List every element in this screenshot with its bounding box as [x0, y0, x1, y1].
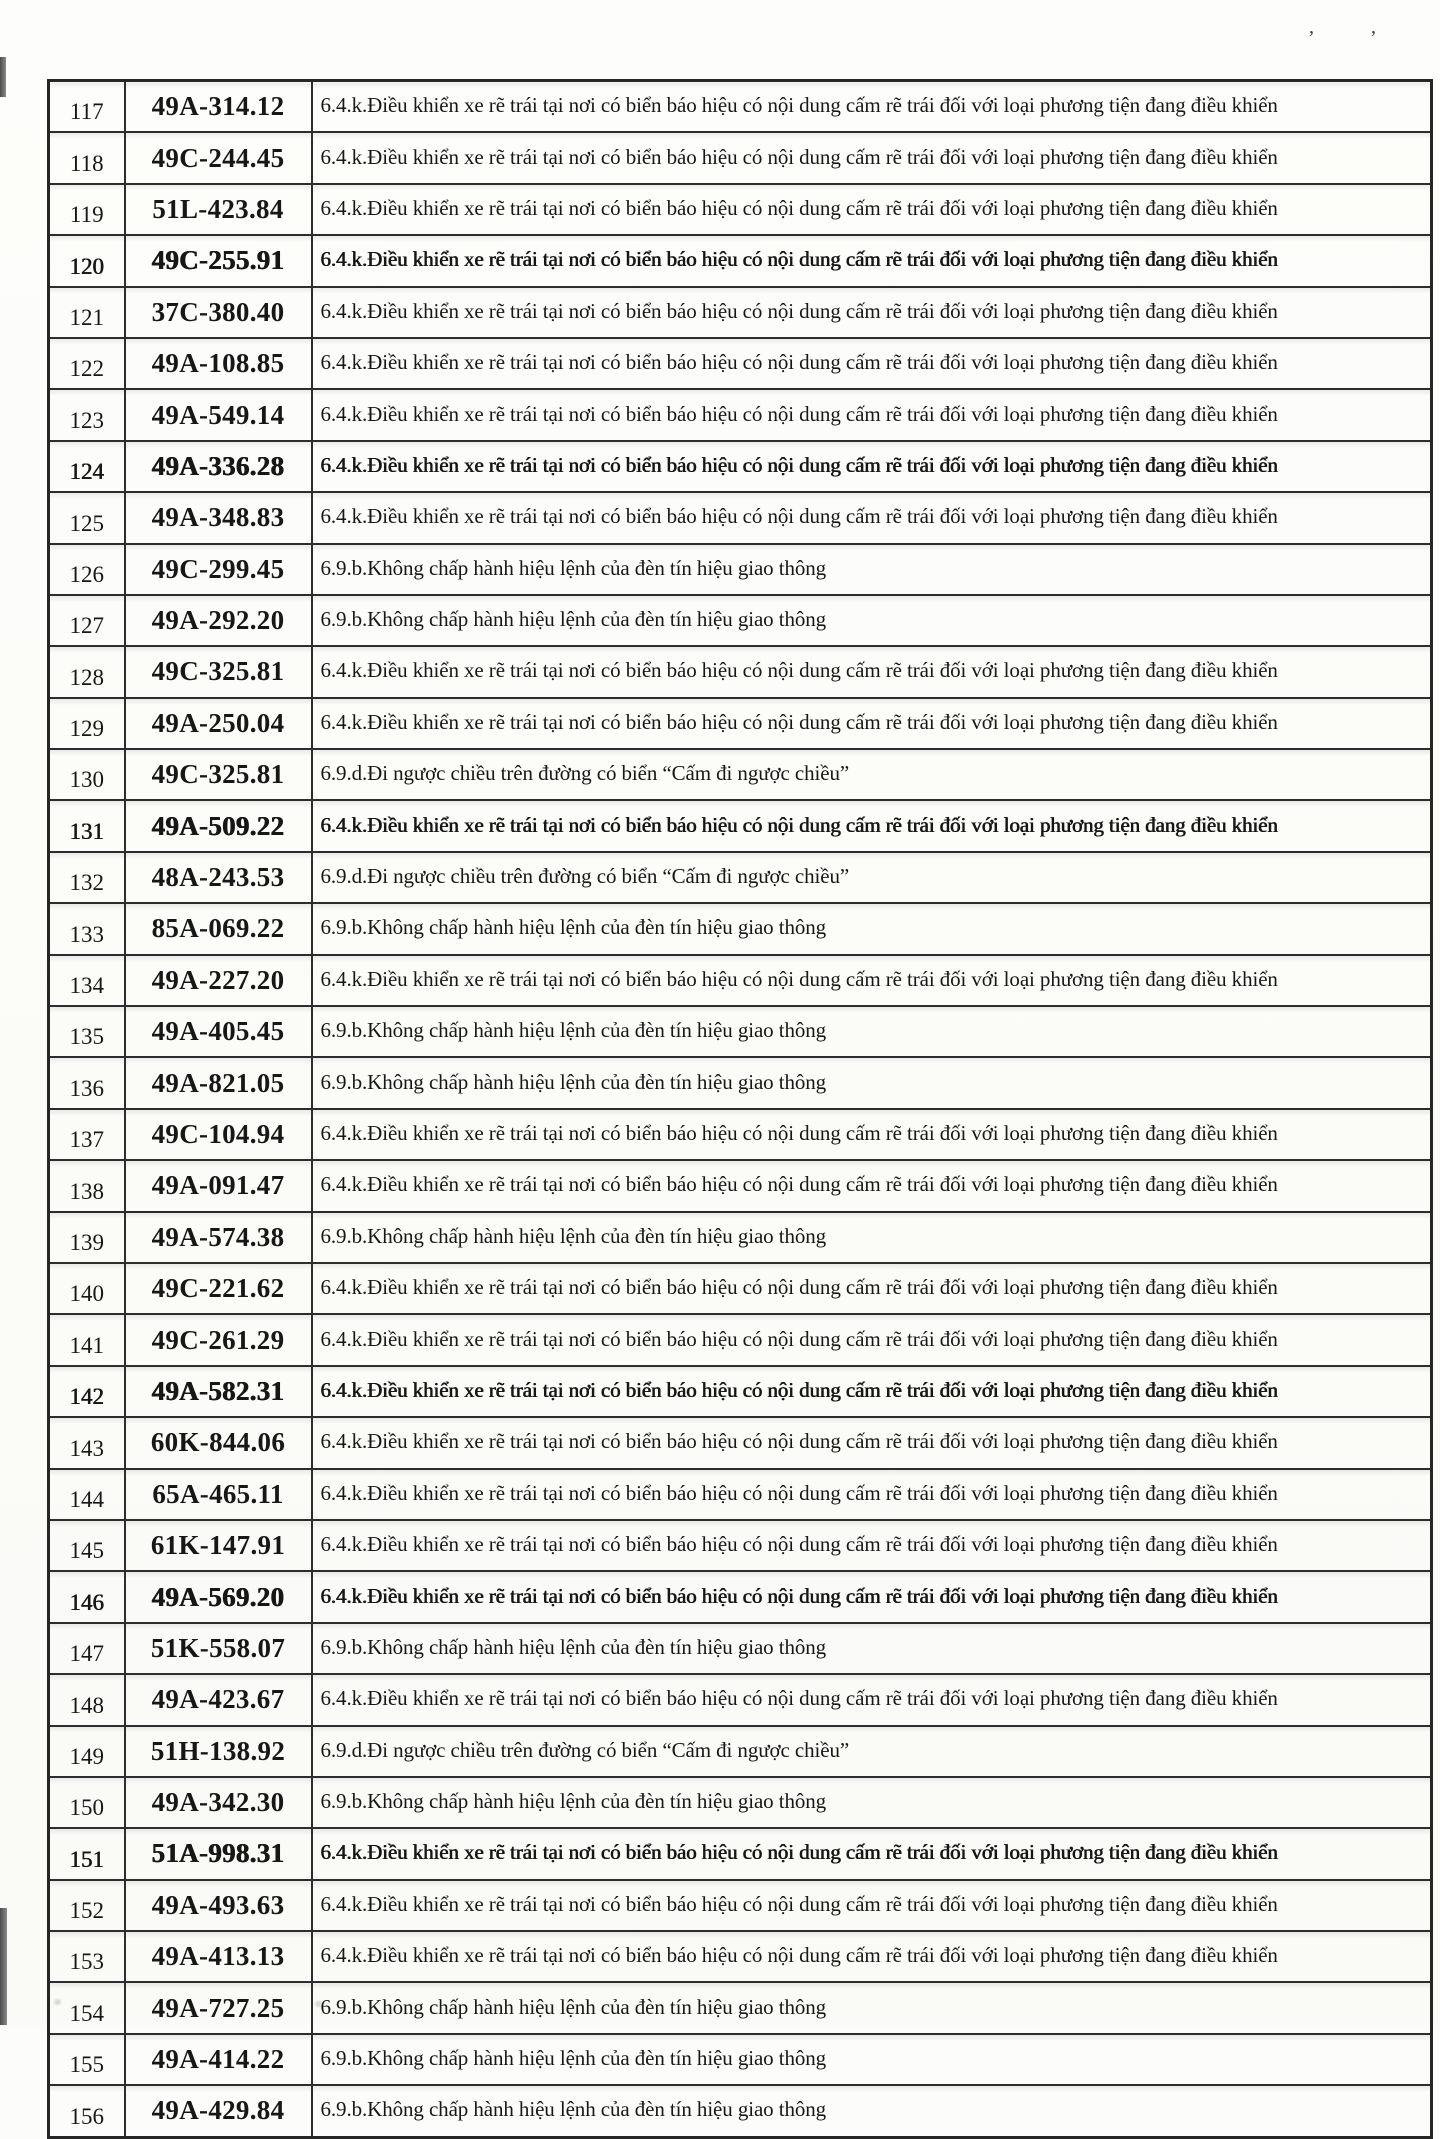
table-row — [49, 1623, 1432, 1674]
row-number-cell: 131 — [49, 800, 125, 851]
license-plate-cell: 60K-844.06 — [125, 1417, 312, 1468]
license-plate-cell: 51L-423.84 — [125, 184, 312, 235]
row-number-cell: 142 — [49, 1366, 125, 1417]
table-row — [49, 492, 1432, 543]
row-number-cell: 136 — [49, 1057, 125, 1108]
table-row — [49, 1469, 1432, 1520]
row-number-cell: 118 — [49, 132, 125, 183]
table-row — [49, 81, 1432, 133]
license-plate-cell: 49A-250.04 — [125, 698, 312, 749]
violation-text-cell: 6.4.k.Điều khiển xe rẽ trái tại nơi có biển báo hiệu có nội dung cấm rẽ trái đối với loại phương tiện đang điều khiển — [312, 1263, 1432, 1314]
row-number-cell: 128 — [49, 646, 125, 697]
table-row — [49, 441, 1432, 492]
table-row — [49, 1006, 1432, 1057]
table-row — [49, 1160, 1432, 1211]
row-number-cell: 127 — [49, 595, 125, 646]
license-plate-cell: 49C-255.91 — [125, 235, 312, 286]
row-number-cell: 134 — [49, 955, 125, 1006]
license-plate-cell: 51H-138.92 — [125, 1726, 312, 1777]
violation-text-cell: 6.4.k.Điều khiển xe rẽ trái tại nơi có biển báo hiệu có nội dung cấm rẽ trái đối với loại phương tiện đang điều khiển — [312, 184, 1432, 235]
row-number-cell: 125 — [49, 492, 125, 543]
row-number-cell: 121 — [49, 287, 125, 338]
table-row — [49, 2034, 1432, 2085]
table-row — [49, 749, 1432, 800]
table-row — [49, 1263, 1432, 1314]
table-row — [49, 235, 1432, 286]
license-plate-cell: 49A-405.45 — [125, 1006, 312, 1057]
violation-text-cell: 6.4.k.Điều khiển xe rẽ trái tại nơi có biển báo hiệu có nội dung cấm rẽ trái đối với loại phương tiện đang điều khiển — [312, 1366, 1432, 1417]
violation-text-cell: 6.4.k.Điều khiển xe rẽ trái tại nơi có biển báo hiệu có nội dung cấm rẽ trái đối với loại phương tiện đang điều khiển — [312, 1314, 1432, 1365]
table-row — [49, 1828, 1432, 1879]
violation-text-cell: 6.9.b.Không chấp hành hiệu lệnh của đèn tín hiệu giao thông — [312, 2085, 1432, 2137]
row-number-cell: 146 — [49, 1571, 125, 1622]
license-plate-cell: 49A-429.84 — [125, 2085, 312, 2137]
violation-text-cell: 6.4.k.Điều khiển xe rẽ trái tại nơi có biển báo hiệu có nội dung cấm rẽ trái đối với loại phương tiện đang điều khiển — [312, 1160, 1432, 1211]
table-row — [49, 1777, 1432, 1828]
table-row — [49, 2085, 1432, 2137]
license-plate-cell: 49C-221.62 — [125, 1263, 312, 1314]
violation-text-cell: 6.9.b.Không chấp hành hiệu lệnh của đèn tín hiệu giao thông — [312, 595, 1432, 646]
table-row — [49, 1931, 1432, 1982]
table-row — [49, 1212, 1432, 1263]
row-number-cell: 154 — [49, 1982, 125, 2033]
license-plate-cell: 49A-582.31 — [125, 1366, 312, 1417]
violation-text-cell: 6.4.k.Điều khiển xe rẽ trái tại nơi có biển báo hiệu có nội dung cấm rẽ trái đối với loại phương tiện đang điều khiển — [312, 646, 1432, 697]
table-row — [49, 1417, 1432, 1468]
violation-text-cell: 6.4.k.Điều khiển xe rẽ trái tại nơi có biển báo hiệu có nội dung cấm rẽ trái đối với loại phương tiện đang điều khiển — [312, 800, 1432, 851]
table-row — [49, 1726, 1432, 1777]
row-number-cell: 117 — [49, 81, 125, 133]
license-plate-cell: 49A-108.85 — [125, 338, 312, 389]
row-number-cell: 126 — [49, 544, 125, 595]
row-number-cell: 123 — [49, 389, 125, 440]
license-plate-cell: 51K-558.07 — [125, 1623, 312, 1674]
license-plate-cell: 65A-465.11 — [125, 1469, 312, 1520]
violation-text-cell: 6.4.k.Điều khiển xe rẽ trái tại nơi có biển báo hiệu có nội dung cấm rẽ trái đối với loại phương tiện đang điều khiển — [312, 1931, 1432, 1982]
violation-text-cell: 6.4.k.Điều khiển xe rẽ trái tại nơi có biển báo hiệu có nội dung cấm rẽ trái đối với loại phương tiện đang điều khiển — [312, 1880, 1432, 1931]
scan-edge-artifact-bottom — [0, 1908, 7, 2025]
table-row — [49, 389, 1432, 440]
table-row — [49, 646, 1432, 697]
table-row — [49, 132, 1432, 183]
license-plate-cell: 49A-423.67 — [125, 1674, 312, 1725]
row-number-cell: 135 — [49, 1006, 125, 1057]
license-plate-cell: 49A-727.25 — [125, 1982, 312, 2033]
violation-text-cell: 6.9.b.Không chấp hành hiệu lệnh của đèn tín hiệu giao thông — [312, 1982, 1432, 2033]
violation-text-cell: 6.9.b.Không chấp hành hiệu lệnh của đèn tín hiệu giao thông — [312, 1057, 1432, 1108]
violation-text-cell: 6.9.b.Không chấp hành hiệu lệnh của đèn tín hiệu giao thông — [312, 2034, 1432, 2085]
violation-text-cell: 6.4.k.Điều khiển xe rẽ trái tại nơi có biển báo hiệu có nội dung cấm rẽ trái đối với loại phương tiện đang điều khiển — [312, 1674, 1432, 1725]
violation-text-cell: 6.4.k.Điều khiển xe rẽ trái tại nơi có biển báo hiệu có nội dung cấm rẽ trái đối với loại phương tiện đang điều khiển — [312, 441, 1432, 492]
row-number-cell: 150 — [49, 1777, 125, 1828]
license-plate-cell: 49A-574.38 — [125, 1212, 312, 1263]
row-number-cell: 147 — [49, 1623, 125, 1674]
violation-text-cell: 6.9.b.Không chấp hành hiệu lệnh của đèn tín hiệu giao thông — [312, 903, 1432, 954]
license-plate-cell: 49A-091.47 — [125, 1160, 312, 1211]
violation-table — [47, 79, 1433, 2139]
license-plate-cell: 37C-380.40 — [125, 287, 312, 338]
row-number-cell: 132 — [49, 852, 125, 903]
violation-text-cell: 6.4.k.Điều khiển xe rẽ trái tại nơi có biển báo hiệu có nội dung cấm rẽ trái đối với loại phương tiện đang điều khiển — [312, 1520, 1432, 1571]
row-number-cell: 141 — [49, 1314, 125, 1365]
license-plate-cell: 51A-998.31 — [125, 1828, 312, 1879]
violation-text-cell: 6.4.k.Điều khiển xe rẽ trái tại nơi có biển báo hiệu có nội dung cấm rẽ trái đối với loại phương tiện đang điều khiển — [312, 698, 1432, 749]
violation-text-cell: 6.4.k.Điều khiển xe rẽ trái tại nơi có biển báo hiệu có nội dung cấm rẽ trái đối với loại phương tiện đang điều khiển — [312, 492, 1432, 543]
license-plate-cell: 49A-413.13 — [125, 1931, 312, 1982]
table-row — [49, 338, 1432, 389]
violation-text-cell: 6.4.k.Điều khiển xe rẽ trái tại nơi có biển báo hiệu có nội dung cấm rẽ trái đối với loại phương tiện đang điều khiển — [312, 132, 1432, 183]
violation-text-cell: 6.4.k.Điều khiển xe rẽ trái tại nơi có biển báo hiệu có nội dung cấm rẽ trái đối với loại phương tiện đang điều khiển — [312, 1417, 1432, 1468]
table-row — [49, 287, 1432, 338]
table-row — [49, 1057, 1432, 1108]
license-plate-cell: 49A-342.30 — [125, 1777, 312, 1828]
scan-speck-mark: ’ — [1308, 28, 1315, 48]
row-number-cell: 156 — [49, 2085, 125, 2137]
table-row — [49, 1674, 1432, 1725]
row-number-cell: 148 — [49, 1674, 125, 1725]
row-number-cell: 153 — [49, 1931, 125, 1982]
table-body — [49, 81, 1432, 2138]
table-row — [49, 903, 1432, 954]
row-number-cell: 133 — [49, 903, 125, 954]
row-number-cell: 124 — [49, 441, 125, 492]
violation-text-cell: 6.9.b.Không chấp hành hiệu lệnh của đèn tín hiệu giao thông — [312, 1777, 1432, 1828]
table-row — [49, 1366, 1432, 1417]
row-number-cell: 129 — [49, 698, 125, 749]
violation-text-cell: 6.9.d.Đi ngược chiều trên đường có biển “Cấm đi ngược chiều” — [312, 1726, 1432, 1777]
license-plate-cell: 49A-414.22 — [125, 2034, 312, 2085]
row-number-cell: 144 — [49, 1469, 125, 1520]
license-plate-cell: 49A-227.20 — [125, 955, 312, 1006]
license-plate-cell: 49A-348.83 — [125, 492, 312, 543]
violation-text-cell: 6.4.k.Điều khiển xe rẽ trái tại nơi có biển báo hiệu có nội dung cấm rẽ trái đối với loại phương tiện đang điều khiển — [312, 338, 1432, 389]
violation-text-cell: 6.9.d.Đi ngược chiều trên đường có biển “Cấm đi ngược chiều” — [312, 852, 1432, 903]
table-row — [49, 1880, 1432, 1931]
row-number-cell: 143 — [49, 1417, 125, 1468]
row-number-cell: 151 — [49, 1828, 125, 1879]
violation-text-cell: 6.9.b.Không chấp hành hiệu lệnh của đèn tín hiệu giao thông — [312, 544, 1432, 595]
license-plate-cell: 48A-243.53 — [125, 852, 312, 903]
license-plate-cell: 49A-821.05 — [125, 1057, 312, 1108]
license-plate-cell: 49C-261.29 — [125, 1314, 312, 1365]
violation-text-cell: 6.9.b.Không chấp hành hiệu lệnh của đèn tín hiệu giao thông — [312, 1006, 1432, 1057]
violation-text-cell: 6.9.d.Đi ngược chiều trên đường có biển “Cấm đi ngược chiều” — [312, 749, 1432, 800]
table-row — [49, 1520, 1432, 1571]
table-row — [49, 698, 1432, 749]
table-row — [49, 800, 1432, 851]
license-plate-cell: 49A-314.12 — [125, 81, 312, 133]
table-row — [49, 595, 1432, 646]
violation-text-cell: 6.4.k.Điều khiển xe rẽ trái tại nơi có biển báo hiệu có nội dung cấm rẽ trái đối với loại phương tiện đang điều khiển — [312, 955, 1432, 1006]
license-plate-cell: 61K-147.91 — [125, 1520, 312, 1571]
table-row — [49, 1982, 1432, 2033]
license-plate-cell: 49C-104.94 — [125, 1109, 312, 1160]
license-plate-cell: 49C-299.45 — [125, 544, 312, 595]
license-plate-cell: 49A-509.22 — [125, 800, 312, 851]
row-number-cell: 152 — [49, 1880, 125, 1931]
table-row — [49, 1314, 1432, 1365]
license-plate-cell: 85A-069.22 — [125, 903, 312, 954]
scan-speck-mark: ’ — [1370, 28, 1377, 48]
license-plate-cell: 49A-493.63 — [125, 1880, 312, 1931]
row-number-cell: 145 — [49, 1520, 125, 1571]
violation-text-cell: 6.4.k.Điều khiển xe rẽ trái tại nơi có biển báo hiệu có nội dung cấm rẽ trái đối với loại phương tiện đang điều khiển — [312, 287, 1432, 338]
violation-text-cell: 6.4.k.Điều khiển xe rẽ trái tại nơi có biển báo hiệu có nội dung cấm rẽ trái đối với loại phương tiện đang điều khiển — [312, 1828, 1432, 1879]
row-number-cell: 137 — [49, 1109, 125, 1160]
violation-text-cell: 6.9.b.Không chấp hành hiệu lệnh của đèn tín hiệu giao thông — [312, 1623, 1432, 1674]
table-row — [49, 1571, 1432, 1622]
row-number-cell: 139 — [49, 1212, 125, 1263]
row-number-cell: 155 — [49, 2034, 125, 2085]
row-number-cell: 140 — [49, 1263, 125, 1314]
license-plate-cell: 49C-325.81 — [125, 749, 312, 800]
row-number-cell: 120 — [49, 235, 125, 286]
table-row — [49, 544, 1432, 595]
table-row — [49, 955, 1432, 1006]
row-number-cell: 138 — [49, 1160, 125, 1211]
violation-text-cell: 6.4.k.Điều khiển xe rẽ trái tại nơi có biển báo hiệu có nội dung cấm rẽ trái đối với loại phương tiện đang điều khiển — [312, 1469, 1432, 1520]
violation-text-cell: 6.4.k.Điều khiển xe rẽ trái tại nơi có biển báo hiệu có nội dung cấm rẽ trái đối với loại phương tiện đang điều khiển — [312, 389, 1432, 440]
violation-text-cell: 6.4.k.Điều khiển xe rẽ trái tại nơi có biển báo hiệu có nội dung cấm rẽ trái đối với loại phương tiện đang điều khiển — [312, 1109, 1432, 1160]
row-number-cell: 119 — [49, 184, 125, 235]
license-plate-cell: 49A-292.20 — [125, 595, 312, 646]
scan-edge-artifact-top — [0, 57, 6, 97]
violation-text-cell: 6.4.k.Điều khiển xe rẽ trái tại nơi có biển báo hiệu có nội dung cấm rẽ trái đối với loại phương tiện đang điều khiển — [312, 235, 1432, 286]
violation-text-cell: 6.9.b.Không chấp hành hiệu lệnh của đèn tín hiệu giao thông — [312, 1212, 1432, 1263]
license-plate-cell: 49C-325.81 — [125, 646, 312, 697]
license-plate-cell: 49C-244.45 — [125, 132, 312, 183]
table-row — [49, 184, 1432, 235]
row-number-cell: 149 — [49, 1726, 125, 1777]
row-number-cell: 122 — [49, 338, 125, 389]
violation-text-cell: 6.4.k.Điều khiển xe rẽ trái tại nơi có biển báo hiệu có nội dung cấm rẽ trái đối với loại phương tiện đang điều khiển — [312, 1571, 1432, 1622]
row-number-cell: 130 — [49, 749, 125, 800]
license-plate-cell: 49A-569.20 — [125, 1571, 312, 1622]
table-row — [49, 1109, 1432, 1160]
license-plate-cell: 49A-336.28 — [125, 441, 312, 492]
table-row — [49, 852, 1432, 903]
violation-text-cell: 6.4.k.Điều khiển xe rẽ trái tại nơi có biển báo hiệu có nội dung cấm rẽ trái đối với loại phương tiện đang điều khiển — [312, 81, 1432, 133]
license-plate-cell: 49A-549.14 — [125, 389, 312, 440]
